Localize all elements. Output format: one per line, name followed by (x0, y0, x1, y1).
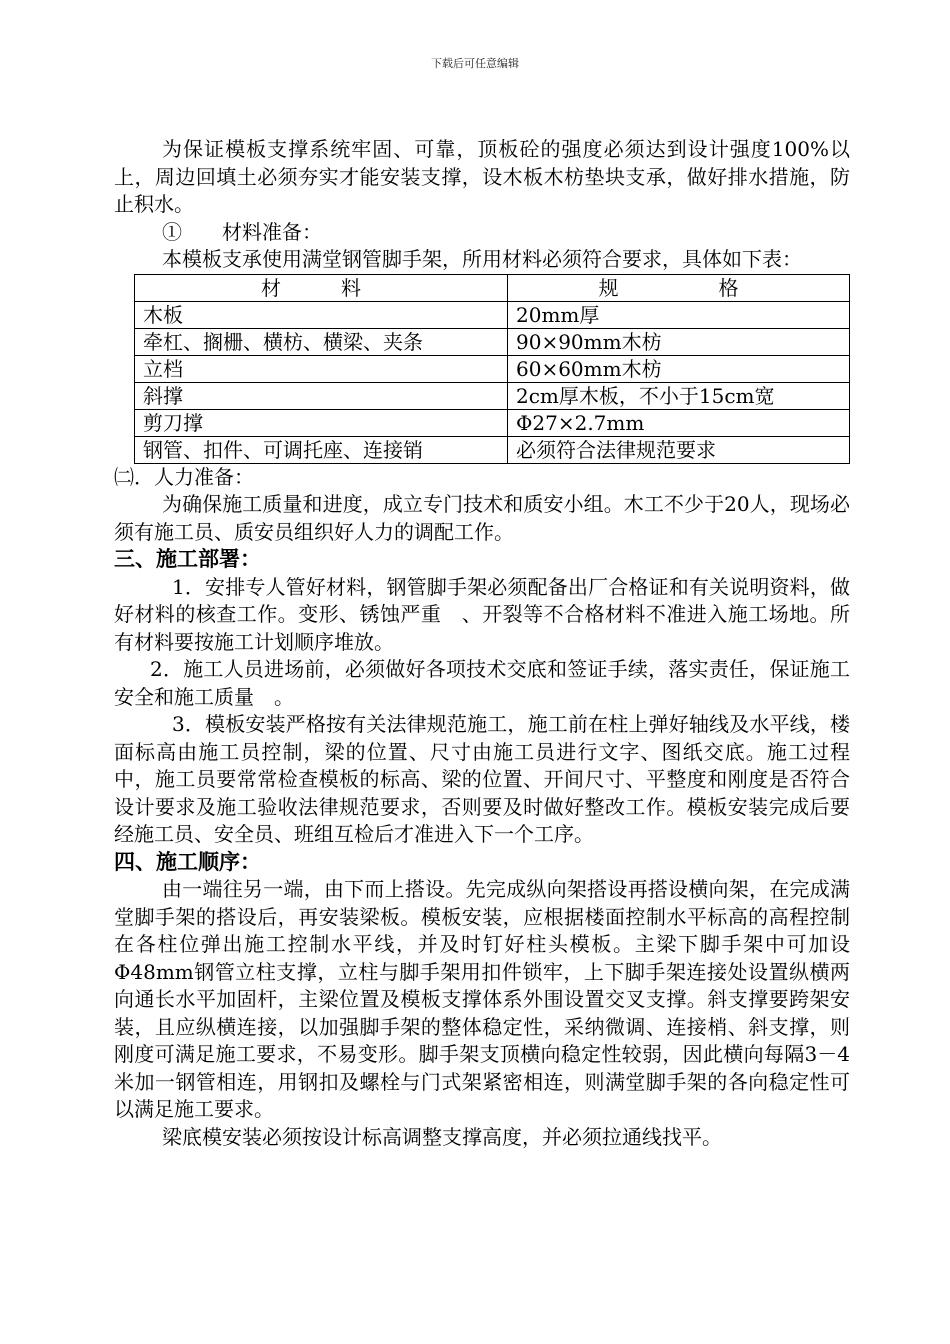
table-row (135, 301, 850, 328)
table-row (135, 382, 850, 409)
column-header-material: 材 料 (135, 274, 508, 301)
page-header: 下载后可任意编辑 (431, 57, 519, 70)
paragraph-sequence-2: 梁底模安装必须按设计标高调整支撑高度，并必须拉通线找平。 (162, 1124, 722, 1149)
spec-cell: 60×60mm木枋 (508, 355, 850, 382)
spec-cell: 90×90mm木枋 (508, 328, 850, 355)
table-row (135, 355, 850, 382)
spec-cell: 必须符合法律规范要求 (508, 436, 850, 463)
column-header-spec: 规 格 (508, 274, 850, 301)
paragraph-sequence-1: 由一端往另一端，由下而上搭设。先完成纵向架搭设再搭设横向架，在完成满堂脚手架的搭设后，再安装梁板。模板安装，应根据楼面控制水平标高的高程控制在各柱位弹出施工控制水平线，并及时钉好柱头模板。主梁下脚手架中可加设Φ48mm钢管立柱支撑，立柱与脚手架用扣件锁牢，上下脚手架连接处设置纵横两向通长水平加固杆，主梁位置及模板支撑体系外围设置交叉支撑。斜支撑要跨架安装，且应纵横连接，以加强脚手架的整体稳定性，采纳微调、连接梢、斜支撑，则刚度可满足施工要求，不易变形。脚手架支顶横向稳定性较弱，因此横向每隔3－4米加一钢管相连，用钢扣及螺栓与门式架紧密相连，则满堂脚手架的各向稳定性可以满足施工要求。 (114, 877, 850, 1121)
material-cell: 木板 (135, 301, 508, 328)
material-table (134, 274, 850, 464)
material-cell: 钢管、扣件、可调托座、连接销 (135, 436, 508, 463)
section-heading-sequence: 四、施工顺序： (114, 849, 261, 874)
table-row (135, 409, 850, 436)
paragraph-deployment-3: 3．模板安装严格按有关法律规范施工，施工前在柱上弹好轴线及水平线，楼面标高由施工员控制，梁的位置、尺寸由施工员进行文字、图纸交底。施工过程中，施工员要常常检查模板的标高、梁的位置、开间尺寸、平整度和刚度是否符合设计要求及施工验收法律规范要求，否则要及时做好整改工作。模板安装完成后要经施工员、安全员、班组互检后才准进入下一个工序。 (114, 712, 850, 846)
paragraph-manpower: 为确保施工质量和进度，成立专门技术和质安小组。木工不少于20人，现场必须有施工员、质安员组织好人力的调配工作。 (114, 492, 850, 544)
document-body (114, 136, 850, 1151)
material-cell: 牵杠、搁栅、横枋、横梁、夹条 (135, 328, 508, 355)
spec-cell: 20mm厚 (508, 301, 850, 328)
table-row (135, 436, 850, 463)
item-material-prep: ① 材料准备： (162, 219, 322, 244)
item-manpower-prep: ㈡．人力准备： (114, 464, 254, 489)
paragraph-deployment-1: 1．安排专人管好材料，钢管脚手架必须配备出厂合格证和有关说明资料，做好材料的核查工作。变形、锈蚀严重 、开裂等不合格材料不准进入施工场地。所有材料要按施工计划顺序堆放。 (114, 574, 850, 654)
spec-cell: 2cm厚木板，不小于15cm宽 (508, 382, 850, 409)
material-cell: 立档 (135, 355, 508, 382)
spec-cell: Φ27×2.7mm (508, 409, 850, 436)
table-row (135, 328, 850, 355)
material-cell: 斜撑 (135, 382, 508, 409)
table-header-row (135, 274, 850, 301)
paragraph-support-strength: 为保证模板支撑系统牢固、可靠，顶板砼的强度必须达到设计强度100%以上，周边回填土必须夯实才能安装支撑，设木板木枋垫块支承，做好排水措施，防止积水。 (114, 137, 850, 216)
material-cell: 剪刀撑 (135, 409, 508, 436)
paragraph-deployment-2: 2．施工人员进场前，必须做好各项技术交底和签证手续，落实责任，保证施工安全和施工质量 。 (114, 657, 850, 709)
section-heading-deployment: 三、施工部署： (114, 547, 261, 571)
paragraph-material-intro: 本模板支承使用满堂钢管脚手架，所用材料必须符合要求，具体如下表： (162, 247, 802, 271)
